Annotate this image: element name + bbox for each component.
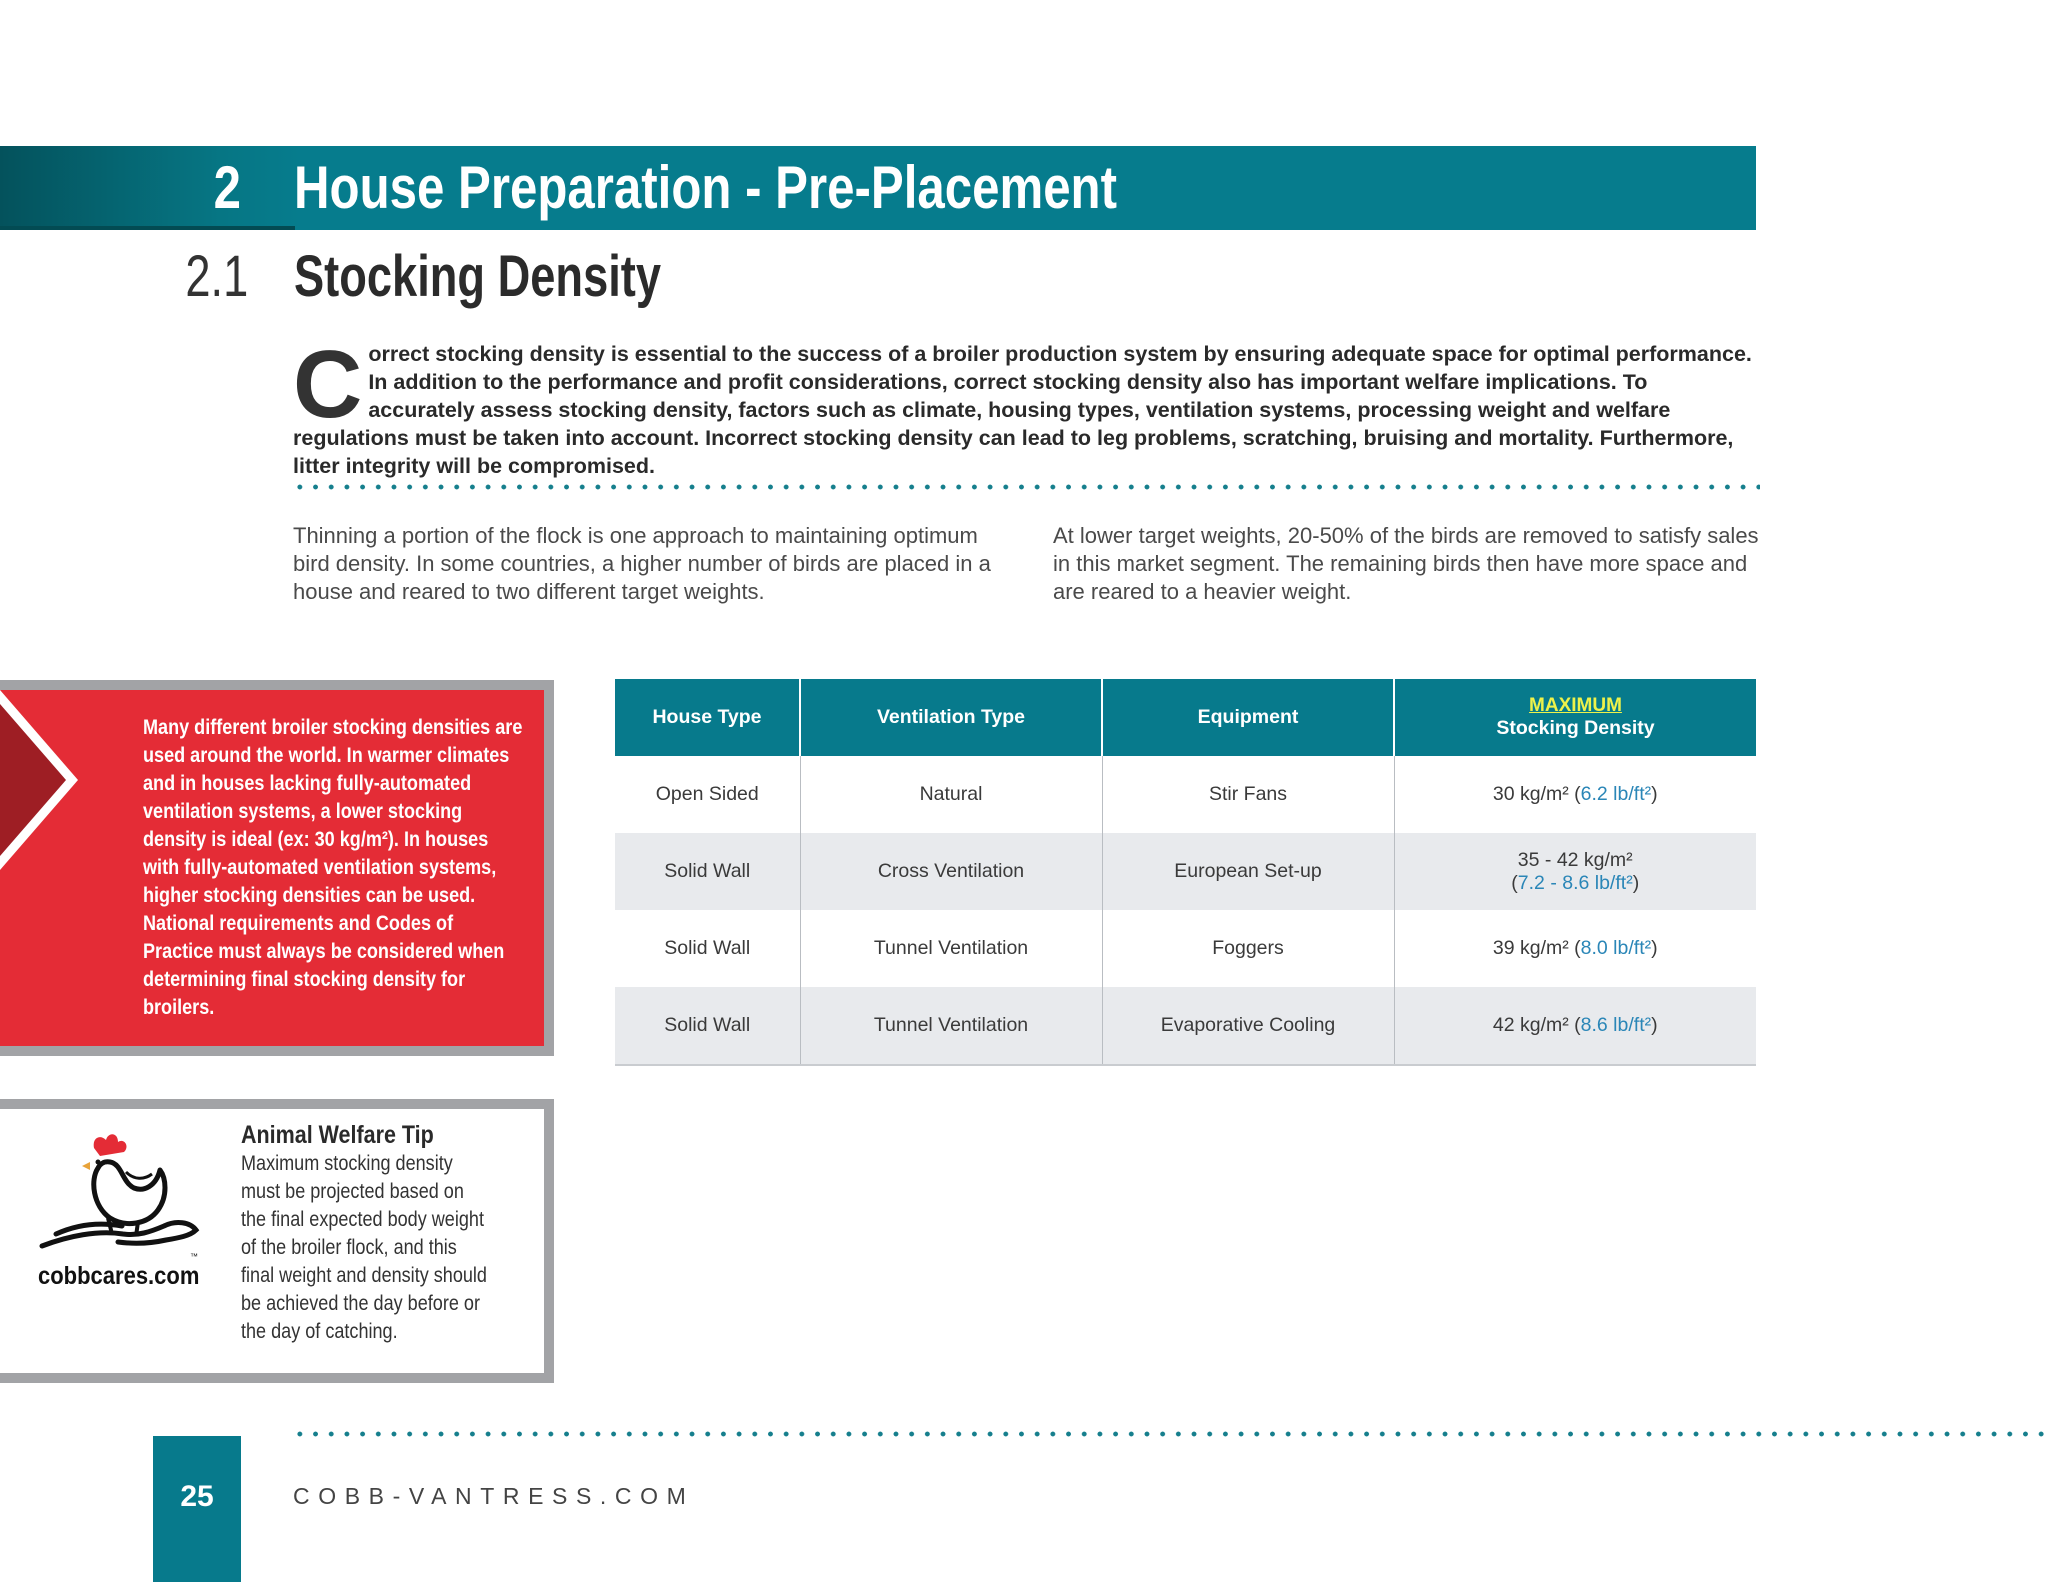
header-ventilation-type: Ventilation Type [800,679,1102,756]
table-row [615,910,1756,987]
cell-equipment: Evaporative Cooling [1102,987,1394,1065]
intro-paragraph [293,331,1758,480]
footer-website: COBB-VANTRESS.COM [293,1483,695,1509]
welfare-tip-body: Maximum stocking density must be projected based on the final expected body weight of the broiler flock, and this final weight and density should be achieved the day before or the day of catching. [241,1152,487,1343]
density-metric: 39 kg/m² ( [1492,937,1581,959]
dotted-divider [292,484,1760,490]
section-title: House Preparation - Pre-Placement [294,154,1117,221]
table-header-row [615,679,1756,756]
subsection-title: Stocking Density [294,244,662,309]
density-close: ) [1651,937,1658,959]
cell-density [1394,910,1756,987]
header-maximum-label: MAXIMUM [1529,695,1622,716]
cell-density [1394,987,1756,1065]
density-imperial: 8.0 lb/ft² [1580,937,1652,959]
density-imperial: 7.2 - 8.6 lb/ft² [1517,871,1633,894]
cell-house-type: Solid Wall [615,833,800,910]
drop-cap: C [293,331,363,438]
header-density-label: Stocking Density [1496,717,1655,739]
density-metric: 42 kg/m² ( [1492,1014,1581,1036]
intro-text: orrect stocking density is essential to the success of a broiler production system by ensuring adequate space for optimal performance. In addition to the performance and profit considerations, correct stocking density also has important welfare implications. To accurately assess stocking density, factors such as climate, housing types, ventilation systems, processing weight and welfare regulations must be taken into account. Incorrect stocking density can lead to leg problems, scratching, bruising and mortality. Furthermore, litter integrity will be compromised. [293,342,1752,478]
welfare-tip-title: Animal Welfare Tip [241,1121,434,1149]
trademark-mark: ™ [190,1252,198,1261]
section-number: 2 [213,154,241,221]
section-header-accent [0,226,295,230]
table-row [615,833,1756,910]
cell-equipment: Stir Fans [1102,756,1394,833]
density-open: ( [1511,871,1518,894]
subsection-number: 2.1 [185,244,249,309]
cell-house-type: Solid Wall [615,910,800,987]
header-max-stocking-density [1394,679,1756,756]
cell-ventilation: Tunnel Ventilation [800,910,1102,987]
table-row [615,756,1756,833]
cell-house-type: Solid Wall [615,987,800,1065]
density-metric: 35 - 42 kg/m² [1517,848,1633,871]
stocking-density-table [615,679,1756,1066]
table-row [615,987,1756,1065]
body-column-left: Thinning a portion of the flock is one approach to maintaining optimum bird density. In some countries, a higher number of birds are placed in a house and reared to two different target weights. [293,523,991,604]
density-close: ) [1632,871,1640,894]
header-house-type: House Type [615,679,800,756]
density-imperial: 8.6 lb/ft² [1580,1014,1652,1036]
body-column-right: At lower target weights, 20-50% of the birds are removed to satisfy sales in this market segment. The remaining birds then have more space and are reared to a heavier weight. [1053,523,1759,604]
cell-density [1394,756,1756,833]
cell-equipment: Foggers [1102,910,1394,987]
density-imperial: 6.2 lb/ft² [1580,783,1652,805]
density-close: ) [1651,783,1658,805]
cell-house-type: Open Sided [615,756,800,833]
cell-density [1394,833,1756,910]
callout-text: Many different broiler stocking densities are used around the world. In warmer climates and in houses lacking fully-automated ventilation systems, a lower stocking density is ideal (ex: 30 kg/m²). In houses with fully-automated ventilation systems, higher stocking densities can be used. National requirements and Codes of Practice must always be considered when determining final stocking density for broilers. [143,716,523,1019]
footer-dotted-divider [292,1431,2048,1437]
page-number: 25 [180,1480,214,1513]
density-metric: 30 kg/m² ( [1492,783,1581,805]
cell-ventilation: Natural [800,756,1102,833]
cell-equipment: European Set-up [1102,833,1394,910]
chevron-arrow-icon [0,690,85,890]
cell-ventilation: Tunnel Ventilation [800,987,1102,1065]
hen-in-hand-icon [38,1118,208,1263]
density-close: ) [1651,1014,1658,1036]
cell-ventilation: Cross Ventilation [800,833,1102,910]
header-equipment: Equipment [1102,679,1394,756]
cobbcares-logo-text: cobbcares.com [38,1262,200,1290]
